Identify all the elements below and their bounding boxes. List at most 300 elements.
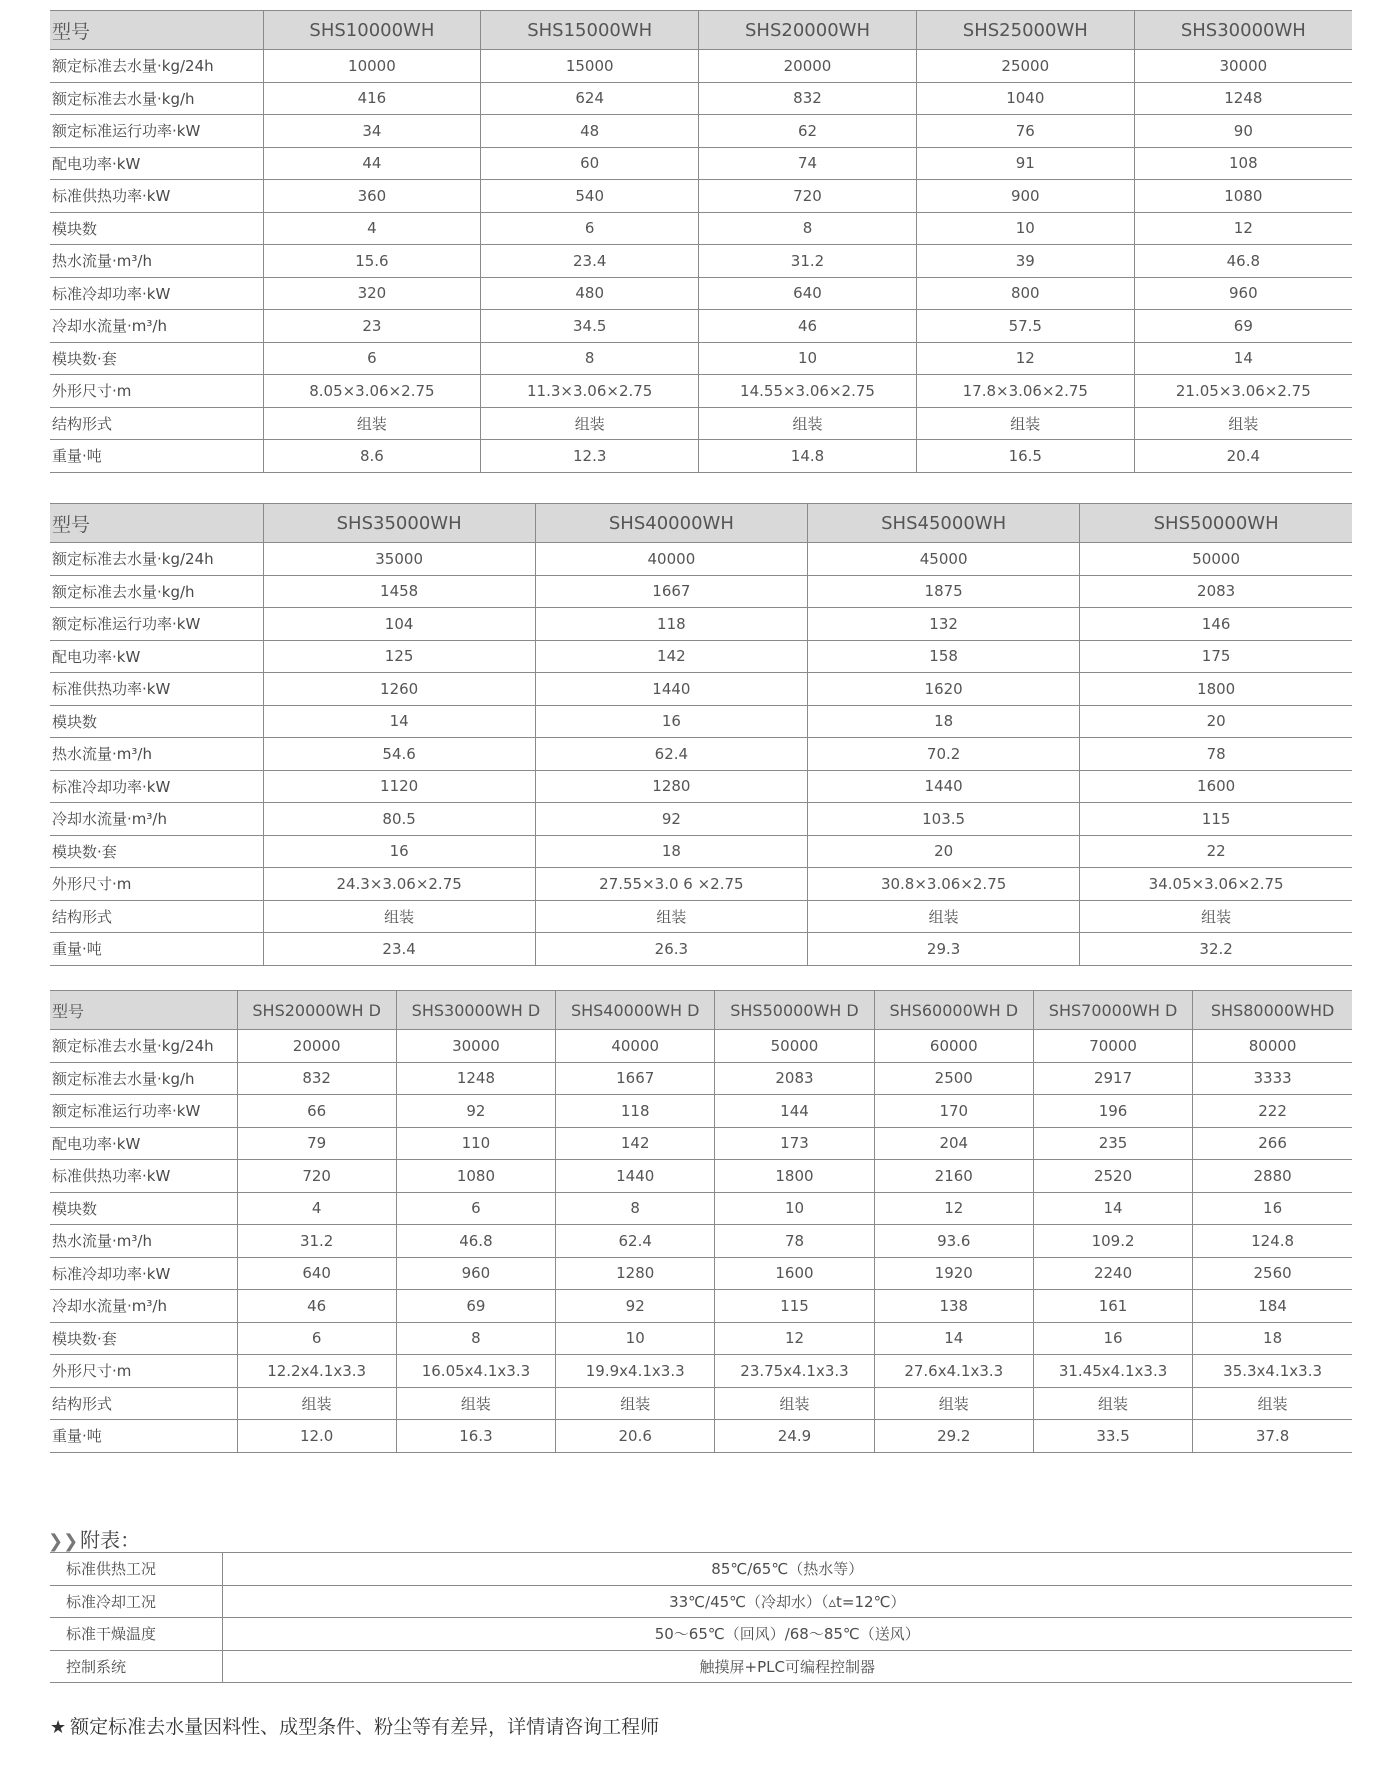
table-row [50,1160,1352,1193]
table-cell: 8.05×3.06×2.75 [263,375,481,408]
table-row [50,705,1352,738]
row-label: 标准冷却功率·kW [50,277,263,310]
table-cell: 69 [396,1290,555,1323]
table-cell: 360 [263,180,481,213]
model-header-label: 型号 [50,11,263,50]
table-cell: 12.3 [481,440,699,473]
table-cell: 4 [263,212,481,245]
table-cell: 14 [1033,1192,1192,1225]
appendix-label: 标准干燥温度 [50,1618,222,1651]
table-cell: 93.6 [874,1225,1033,1258]
table-cell: 79 [237,1127,396,1160]
row-label: 标准供热功率·kW [50,673,263,706]
table-cell: 15.6 [263,245,481,278]
table-cell: 70000 [1033,1030,1192,1063]
table-cell: 25000 [916,50,1134,83]
table-row [50,1030,1352,1063]
table-cell: 1040 [916,82,1134,115]
table-cell: 8.6 [263,440,481,473]
table-cell: 146 [1080,608,1352,641]
table-cell: 11.3×3.06×2.75 [481,375,699,408]
table-cell: 16 [263,835,535,868]
table-cell: 640 [237,1257,396,1290]
table-cell: 6 [263,342,481,375]
table-row [50,868,1352,901]
row-label: 额定标准运行功率·kW [50,608,263,641]
header-row [50,504,1352,543]
table-cell: 组装 [556,1387,715,1420]
table-cell: 34.05×3.06×2.75 [1080,868,1352,901]
appendix-title-text: 附表： [80,1528,141,1552]
table-cell: 30000 [396,1030,555,1063]
table-cell: 1920 [874,1257,1033,1290]
table-cell: 6 [396,1192,555,1225]
table-cell: 8 [396,1322,555,1355]
table-cell: 50000 [715,1030,874,1063]
appendix-label: 标准冷却工况 [50,1585,222,1618]
table-cell: 832 [237,1062,396,1095]
table-cell: 1600 [1080,770,1352,803]
model-header: SHS45000WH [808,504,1080,543]
table-cell: 57.5 [916,310,1134,343]
table-cell: 19.9x4.1x3.3 [556,1355,715,1388]
appendix-value: 85℃/65℃（热水等） [222,1553,1352,1586]
table-cell: 14.8 [699,440,917,473]
table-cell: 1248 [1134,82,1352,115]
table-cell: 92 [396,1095,555,1128]
appendix-row [50,1553,1352,1586]
table-cell: 115 [1080,803,1352,836]
table-cell: 6 [237,1322,396,1355]
table-cell: 2560 [1193,1257,1352,1290]
table-cell: 24.3×3.06×2.75 [263,868,535,901]
table-cell: 50000 [1080,543,1352,576]
row-label: 额定标准运行功率·kW [50,115,263,148]
table-cell: 组装 [1033,1387,1192,1420]
table-cell: 30.8×3.06×2.75 [808,868,1080,901]
row-label: 额定标准去水量·kg/24h [50,50,263,83]
table-row [50,1095,1352,1128]
table-cell: 31.2 [237,1225,396,1258]
table-cell: 34.5 [481,310,699,343]
table-cell: 10 [699,342,917,375]
row-label: 结构形式 [50,1387,237,1420]
table-cell: 175 [1080,640,1352,673]
table-cell: 12 [874,1192,1033,1225]
table-cell: 54.6 [263,738,535,771]
table-row [50,212,1352,245]
table-cell: 27.55×3.0 6 ×2.75 [535,868,807,901]
row-label: 热水流量·m³/h [50,245,263,278]
table-cell: 90 [1134,115,1352,148]
appendix-label: 标准供热工况 [50,1553,222,1586]
table-cell: 118 [535,608,807,641]
table-row [50,375,1352,408]
model-header: SHS50000WH [1080,504,1352,543]
row-label: 标准冷却功率·kW [50,1257,237,1290]
row-label: 额定标准运行功率·kW [50,1095,237,1128]
row-label: 额定标准去水量·kg/24h [50,543,263,576]
table-row [50,245,1352,278]
table-cell: 1440 [808,770,1080,803]
table-cell: 91 [916,147,1134,180]
table-cell: 16.05x4.1x3.3 [396,1355,555,1388]
spec-table-3 [50,990,1352,1453]
table-cell: 1875 [808,575,1080,608]
table-cell: 23.4 [263,933,535,966]
model-header: SHS80000WHD [1193,991,1352,1030]
table-cell: 900 [916,180,1134,213]
table-cell: 20 [1080,705,1352,738]
table-cell: 76 [916,115,1134,148]
model-header: SHS40000WH D [556,991,715,1030]
table-row [50,407,1352,440]
model-header: SHS25000WH [916,11,1134,50]
table-cell: 18 [1193,1322,1352,1355]
model-header: SHS40000WH [535,504,807,543]
table-cell: 62.4 [535,738,807,771]
table-cell: 184 [1193,1290,1352,1323]
table-row [50,180,1352,213]
row-label: 外形尺寸·m [50,375,263,408]
table-cell: 46 [237,1290,396,1323]
table-cell: 1620 [808,673,1080,706]
table-cell: 144 [715,1095,874,1128]
table-cell: 16.3 [396,1420,555,1453]
table-cell: 33.5 [1033,1420,1192,1453]
table-row [50,640,1352,673]
spec-table-2 [50,503,1352,966]
table-cell: 161 [1033,1290,1192,1323]
star-icon: ★ [50,1717,67,1738]
row-label: 额定标准去水量·kg/h [50,82,263,115]
table-row [50,1290,1352,1323]
table-cell: 62 [699,115,917,148]
table-cell: 12.2x4.1x3.3 [237,1355,396,1388]
appendix-table [50,1552,1352,1683]
table-cell: 10000 [263,50,481,83]
table-cell: 832 [699,82,917,115]
table-cell: 39 [916,245,1134,278]
table-cell: 640 [699,277,917,310]
table-cell: 173 [715,1127,874,1160]
table-cell: 14 [263,705,535,738]
table-cell: 1440 [535,673,807,706]
table-cell: 31.45x4.1x3.3 [1033,1355,1192,1388]
table-row [50,1192,1352,1225]
table-cell: 1440 [556,1160,715,1193]
appendix-row [50,1650,1352,1683]
table-row [50,310,1352,343]
table-cell: 22 [1080,835,1352,868]
table-cell: 2160 [874,1160,1033,1193]
table-cell: 26.3 [535,933,807,966]
table-cell: 142 [556,1127,715,1160]
table-cell: 2083 [715,1062,874,1095]
table-cell: 1600 [715,1257,874,1290]
table-cell: 170 [874,1095,1033,1128]
table-cell: 24.9 [715,1420,874,1453]
table-cell: 720 [237,1160,396,1193]
table-cell: 124.8 [1193,1225,1352,1258]
table-cell: 23.4 [481,245,699,278]
table-cell: 18 [535,835,807,868]
appendix-value: 触摸屏+PLC可编程控制器 [222,1650,1352,1683]
row-label: 标准供热功率·kW [50,1160,237,1193]
table-cell: 10 [916,212,1134,245]
table-row [50,1387,1352,1420]
table-cell: 1800 [1080,673,1352,706]
table-cell: 10 [556,1322,715,1355]
table-cell: 138 [874,1290,1033,1323]
model-header: SHS10000WH [263,11,481,50]
table-cell: 组装 [874,1387,1033,1420]
model-header-label: 型号 [50,504,263,543]
table-cell: 45000 [808,543,1080,576]
table-cell: 960 [396,1257,555,1290]
table-cell: 组装 [263,407,481,440]
table-cell: 158 [808,640,1080,673]
row-label: 模块数·套 [50,835,263,868]
table-cell: 15000 [481,50,699,83]
table-row [50,770,1352,803]
row-label: 冷却水流量·m³/h [50,803,263,836]
table-cell: 109.2 [1033,1225,1192,1258]
table-cell: 20000 [237,1030,396,1063]
footnote [50,1712,659,1739]
chevron-right-icon: ❯❯ [48,1531,79,1552]
table-row [50,900,1352,933]
table-cell: 416 [263,82,481,115]
table-cell: 20000 [699,50,917,83]
table-cell: 60000 [874,1030,1033,1063]
table-cell: 1120 [263,770,535,803]
table-cell: 35000 [263,543,535,576]
table-cell: 23 [263,310,481,343]
row-label: 模块数·套 [50,342,263,375]
table-cell: 196 [1033,1095,1192,1128]
table-cell: 320 [263,277,481,310]
table-cell: 16 [535,705,807,738]
table-cell: 23.75x4.1x3.3 [715,1355,874,1388]
row-label: 配电功率·kW [50,640,263,673]
table-cell: 12.0 [237,1420,396,1453]
table-cell: 222 [1193,1095,1352,1128]
table-cell: 组装 [916,407,1134,440]
table-cell: 30000 [1134,50,1352,83]
table-cell: 46 [699,310,917,343]
table-cell: 70.2 [808,738,1080,771]
table-row [50,277,1352,310]
table-cell: 21.05×3.06×2.75 [1134,375,1352,408]
table-cell: 92 [535,803,807,836]
row-label: 模块数 [50,1192,237,1225]
table-cell: 2520 [1033,1160,1192,1193]
table-cell: 2880 [1193,1160,1352,1193]
table-cell: 1080 [1134,180,1352,213]
table-cell: 46.8 [1134,245,1352,278]
appendix-row [50,1618,1352,1651]
table-cell: 1458 [263,575,535,608]
table-cell: 78 [1080,738,1352,771]
row-label: 重量·吨 [50,440,263,473]
table-cell: 组装 [1134,407,1352,440]
row-label: 重量·吨 [50,1420,237,1453]
table-row [50,342,1352,375]
table-cell: 12 [715,1322,874,1355]
table-cell: 31.2 [699,245,917,278]
table-cell: 1667 [535,575,807,608]
table-row [50,1355,1352,1388]
row-label: 重量·吨 [50,933,263,966]
table-cell: 20.6 [556,1420,715,1453]
table-cell: 20 [808,835,1080,868]
table-cell: 34 [263,115,481,148]
table-row [50,608,1352,641]
table-cell: 1800 [715,1160,874,1193]
model-header: SHS20000WH [699,11,917,50]
table-cell: 8 [556,1192,715,1225]
row-label: 额定标准去水量·kg/24h [50,1030,237,1063]
table-cell: 组装 [481,407,699,440]
table-row [50,1225,1352,1258]
table-row [50,115,1352,148]
table-cell: 组装 [535,900,807,933]
table-cell: 204 [874,1127,1033,1160]
appendix-value: 50～65℃（回风）/68～85℃（送风） [222,1618,1352,1651]
table-row [50,738,1352,771]
table-cell: 20.4 [1134,440,1352,473]
table-cell: 17.8×3.06×2.75 [916,375,1134,408]
table-cell: 29.3 [808,933,1080,966]
table-cell: 132 [808,608,1080,641]
row-label: 模块数 [50,705,263,738]
table-cell: 37.8 [1193,1420,1352,1453]
table-cell: 142 [535,640,807,673]
table-cell: 3333 [1193,1062,1352,1095]
table-cell: 16 [1033,1322,1192,1355]
table-cell: 110 [396,1127,555,1160]
row-label: 冷却水流量·m³/h [50,1290,237,1323]
table-cell: 69 [1134,310,1352,343]
table-cell: 10 [715,1192,874,1225]
table-cell: 29.2 [874,1420,1033,1453]
row-label: 热水流量·m³/h [50,1225,237,1258]
table-cell: 组装 [237,1387,396,1420]
table-cell: 80000 [1193,1030,1352,1063]
row-label: 标准供热功率·kW [50,180,263,213]
table-cell: 46.8 [396,1225,555,1258]
table-cell: 35.3x4.1x3.3 [1193,1355,1352,1388]
table-row [50,803,1352,836]
table-cell: 103.5 [808,803,1080,836]
row-label: 模块数 [50,212,263,245]
table-cell: 1280 [535,770,807,803]
row-label: 配电功率·kW [50,1127,237,1160]
table-cell: 组装 [396,1387,555,1420]
appendix-title [48,1524,140,1553]
model-header: SHS60000WH D [874,991,1033,1030]
model-header: SHS20000WH D [237,991,396,1030]
table-row [50,543,1352,576]
table-cell: 12 [1134,212,1352,245]
table-cell: 720 [699,180,917,213]
row-label: 模块数·套 [50,1322,237,1355]
table-cell: 1080 [396,1160,555,1193]
table-cell: 92 [556,1290,715,1323]
table-row [50,933,1352,966]
table-cell: 80.5 [263,803,535,836]
row-label: 标准冷却功率·kW [50,770,263,803]
row-label: 热水流量·m³/h [50,738,263,771]
table-cell: 组装 [808,900,1080,933]
table-cell: 组装 [1080,900,1352,933]
table-cell: 12 [916,342,1134,375]
model-header-label: 型号 [50,991,237,1030]
table-cell: 74 [699,147,917,180]
model-header: SHS30000WH D [396,991,555,1030]
row-label: 冷却水流量·m³/h [50,310,263,343]
model-header: SHS70000WH D [1033,991,1192,1030]
table-row [50,1420,1352,1453]
table-cell: 18 [808,705,1080,738]
table-cell: 960 [1134,277,1352,310]
table-cell: 104 [263,608,535,641]
model-header: SHS15000WH [481,11,699,50]
row-label: 额定标准去水量·kg/h [50,575,263,608]
table-cell: 27.6x4.1x3.3 [874,1355,1033,1388]
table-cell: 266 [1193,1127,1352,1160]
table-cell: 2917 [1033,1062,1192,1095]
table-cell: 118 [556,1095,715,1128]
table-row [50,1257,1352,1290]
table-cell: 16 [1193,1192,1352,1225]
table-cell: 14 [1134,342,1352,375]
table-row [50,1322,1352,1355]
table-cell: 66 [237,1095,396,1128]
table-cell: 624 [481,82,699,115]
table-cell: 组装 [263,900,535,933]
table-cell: 800 [916,277,1134,310]
spec-table-1 [50,10,1352,473]
table-cell: 14.55×3.06×2.75 [699,375,917,408]
table-cell: 48 [481,115,699,148]
table-row [50,835,1352,868]
table-row [50,147,1352,180]
table-cell: 235 [1033,1127,1192,1160]
table-cell: 115 [715,1290,874,1323]
table-row [50,575,1352,608]
table-cell: 2083 [1080,575,1352,608]
appendix-label: 控制系统 [50,1650,222,1683]
table-cell: 组装 [715,1387,874,1420]
table-row [50,1127,1352,1160]
row-label: 外形尺寸·m [50,868,263,901]
table-cell: 6 [481,212,699,245]
table-cell: 40000 [556,1030,715,1063]
table-row [50,82,1352,115]
row-label: 结构形式 [50,900,263,933]
table-row [50,673,1352,706]
appendix-row [50,1585,1352,1618]
table-row [50,50,1352,83]
table-cell: 32.2 [1080,933,1352,966]
table-cell: 1260 [263,673,535,706]
row-label: 结构形式 [50,407,263,440]
table-cell: 2500 [874,1062,1033,1095]
header-row [50,11,1352,50]
table-cell: 4 [237,1192,396,1225]
